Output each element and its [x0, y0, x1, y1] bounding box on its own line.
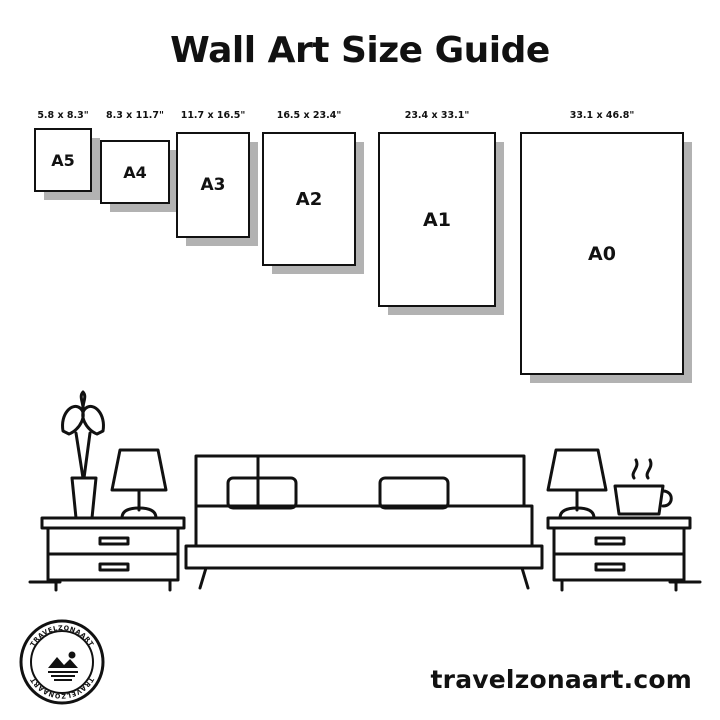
- frame-a3-dimensions: 11.7 x 16.5": [180, 110, 246, 121]
- logo-mountain-icon: [48, 652, 78, 681]
- frame-a2[interactable]: [262, 110, 356, 270]
- frame-a4-box[interactable]: [100, 140, 170, 204]
- frame-a4-name: A4: [123, 162, 147, 182]
- frame-a5-dimensions: 5.8 x 8.3": [37, 110, 89, 121]
- frame-a3[interactable]: [176, 110, 250, 245]
- bed: [186, 456, 542, 588]
- frame-a0-name: A0: [588, 242, 616, 265]
- frame-a3-name: A3: [200, 175, 226, 195]
- frame-a3-box[interactable]: [176, 132, 250, 238]
- left-table-lamp: [112, 450, 166, 518]
- frame-a5[interactable]: [34, 110, 92, 192]
- frame-a4[interactable]: [100, 110, 170, 220]
- frame-a4-dimensions: 8.3 x 11.7": [106, 110, 164, 121]
- bedroom-scene: [0, 378, 720, 603]
- brand-logo: [18, 618, 106, 706]
- frame-a2-dimensions: 16.5 x 23.4": [276, 110, 342, 121]
- frame-a0[interactable]: [520, 110, 684, 375]
- frame-a5-box[interactable]: [34, 128, 92, 192]
- page-title: Wall Art Size Guide: [170, 30, 550, 71]
- frame-size-row: [0, 110, 720, 400]
- frame-a1-dimensions: 23.4 x 33.1": [404, 110, 470, 121]
- frame-a5-name: A5: [51, 150, 75, 170]
- frame-a1[interactable]: [378, 110, 496, 310]
- website-url[interactable]: travelzonaart.com: [430, 665, 692, 694]
- flower-vase: [63, 392, 104, 518]
- right-nightstand: [548, 518, 690, 590]
- coffee-cup: [615, 460, 671, 514]
- frame-a2-box[interactable]: [262, 132, 356, 266]
- frame-a1-name: A1: [423, 208, 451, 231]
- logo-ring-text-bottom: TRAVELZONAART: [28, 675, 96, 701]
- frame-a0-box[interactable]: [520, 132, 684, 375]
- logo-outer-ring: [21, 621, 103, 703]
- frame-a2-name: A2: [295, 188, 323, 210]
- logo-ring-text-top: TRAVELZONAART: [28, 623, 96, 649]
- frame-a1-box[interactable]: [378, 132, 496, 307]
- frame-a0-dimensions: 33.1 x 46.8": [569, 110, 635, 121]
- left-nightstand: [42, 518, 184, 590]
- right-table-lamp: [548, 450, 606, 518]
